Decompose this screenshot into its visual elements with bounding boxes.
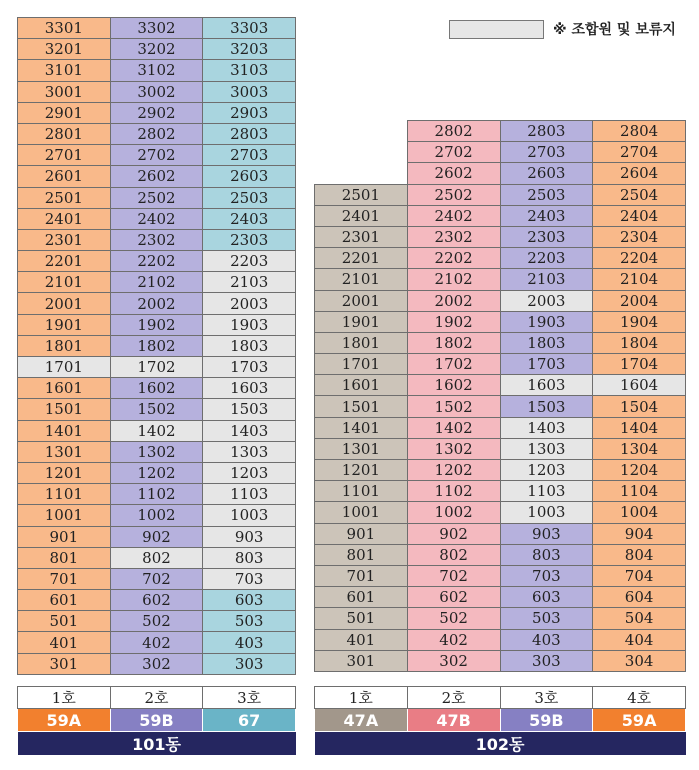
unit-cell: 1402 [407, 417, 500, 438]
unit-cell: 2202 [407, 248, 500, 269]
floor-row [315, 396, 686, 417]
unit-cell: 1303 [203, 441, 296, 462]
unit-cell: 802 [407, 544, 500, 565]
unit-cell: 1904 [593, 311, 686, 332]
unit-cell: 2601 [18, 166, 111, 187]
unit-cell: 1104 [593, 481, 686, 502]
unit-cell: 1902 [407, 311, 500, 332]
unit-cell: 3003 [203, 81, 296, 102]
unit-cell: 1703 [500, 354, 593, 375]
floor-row [18, 145, 296, 166]
unit-cell: 1801 [18, 335, 111, 356]
floor-row [18, 81, 296, 102]
floor-row [18, 590, 296, 611]
floor-row [18, 611, 296, 632]
line-label: 3호 [203, 687, 296, 709]
unit-cell: 1602 [110, 378, 203, 399]
unit-cell: 2103 [500, 269, 593, 290]
unit-cell: 702 [110, 568, 203, 589]
building-name: 102동 [315, 732, 686, 756]
floor-row [18, 123, 296, 144]
building-101-footer [17, 686, 296, 755]
floor-row [18, 462, 296, 483]
unit-cell: 1901 [18, 314, 111, 335]
unit-cell: 2802 [407, 121, 500, 142]
unit-cell: 2002 [110, 293, 203, 314]
unit-cell: 2501 [315, 184, 408, 205]
floor-row [18, 335, 296, 356]
unit-cell: 2203 [203, 251, 296, 272]
unit-cell: 902 [110, 526, 203, 547]
unit-cell: 2603 [500, 163, 593, 184]
building-102-unit-grid [314, 120, 686, 672]
unit-cell: 1701 [315, 354, 408, 375]
unit-cell: 1101 [18, 484, 111, 505]
unit-cell: 1802 [110, 335, 203, 356]
floor-row [18, 208, 296, 229]
unit-cell: 701 [315, 565, 408, 586]
unit-cell: 1803 [203, 335, 296, 356]
unit-cell: 402 [110, 632, 203, 653]
unit-cell: 2503 [203, 187, 296, 208]
unit-cell: 1201 [315, 460, 408, 481]
unit-cell: 701 [18, 568, 111, 589]
unit-cell: 2303 [500, 226, 593, 247]
floor-row [315, 311, 686, 332]
unit-cell: 1704 [593, 354, 686, 375]
floor-row [18, 293, 296, 314]
unit-cell: 1502 [110, 399, 203, 420]
unit-cell: 1502 [407, 396, 500, 417]
unit-cell: 2302 [407, 226, 500, 247]
unit-cell: 1002 [407, 502, 500, 523]
floor-row [315, 375, 686, 396]
floor-row [315, 417, 686, 438]
unit-cell: 2104 [593, 269, 686, 290]
unit-cell: 401 [18, 632, 111, 653]
unit-cell: 2803 [203, 123, 296, 144]
floor-row [315, 523, 686, 544]
unit-cell: 1101 [315, 481, 408, 502]
unit-cell: 1404 [593, 417, 686, 438]
unit-cell: 2303 [203, 229, 296, 250]
unit-cell: 2001 [18, 293, 111, 314]
unit-cell: 1804 [593, 332, 686, 353]
unit-cell: 304 [593, 650, 686, 671]
floor-row [315, 121, 686, 142]
unit-cell: 2402 [407, 205, 500, 226]
unit-cell: 1202 [110, 462, 203, 483]
unit-cell: 1204 [593, 460, 686, 481]
unit-cell: 804 [593, 544, 686, 565]
unit-cell: 2003 [203, 293, 296, 314]
unit-cell: 2703 [203, 145, 296, 166]
unit-cell: 1002 [110, 505, 203, 526]
unit-cell: 1701 [18, 357, 111, 378]
floor-row [18, 568, 296, 589]
floor-row [18, 357, 296, 378]
unit-cell: 1801 [315, 332, 408, 353]
floor-row [18, 378, 296, 399]
unit-cell: 603 [500, 587, 593, 608]
floor-row [315, 226, 686, 247]
unit-cell: 1102 [110, 484, 203, 505]
floor-row [18, 399, 296, 420]
unit-cell: 2101 [18, 272, 111, 293]
unit-cell: 1201 [18, 462, 111, 483]
unit-cell: 3201 [18, 39, 111, 60]
unit-cell: 1601 [315, 375, 408, 396]
unit-cell: 501 [315, 608, 408, 629]
unit-cell: 301 [18, 653, 111, 674]
empty-cell [315, 121, 408, 142]
unit-cell: 801 [315, 544, 408, 565]
unit-cell: 404 [593, 629, 686, 650]
building-102-footer [314, 686, 686, 755]
unit-cell: 2401 [315, 205, 408, 226]
unit-cell: 1501 [18, 399, 111, 420]
unit-cell: 2902 [110, 102, 203, 123]
unit-cell: 2802 [110, 123, 203, 144]
floor-row [315, 608, 686, 629]
empty-cell [315, 163, 408, 184]
floor-row [18, 102, 296, 123]
floor-row [315, 502, 686, 523]
floor-row [315, 248, 686, 269]
unit-cell: 803 [203, 547, 296, 568]
floor-row [18, 166, 296, 187]
unit-cell: 1803 [500, 332, 593, 353]
unit-cell: 704 [593, 565, 686, 586]
unit-cell: 1001 [18, 505, 111, 526]
unit-cell: 1403 [500, 417, 593, 438]
unit-cell: 2602 [110, 166, 203, 187]
unit-cell: 2102 [110, 272, 203, 293]
unit-cell: 904 [593, 523, 686, 544]
floor-row [18, 251, 296, 272]
unit-cell: 1003 [203, 505, 296, 526]
unit-cell: 3203 [203, 39, 296, 60]
unit-cell: 3001 [18, 81, 111, 102]
unit-cell: 1902 [110, 314, 203, 335]
unit-cell: 2404 [593, 205, 686, 226]
floor-row [315, 481, 686, 502]
unit-cell: 2002 [407, 290, 500, 311]
building-101-unit-grid [17, 17, 296, 675]
unit-cell: 3101 [18, 60, 111, 81]
unit-cell: 601 [18, 590, 111, 611]
unit-cell: 1203 [500, 460, 593, 481]
unit-cell: 602 [407, 587, 500, 608]
unit-cell: 1703 [203, 357, 296, 378]
unit-cell: 2603 [203, 166, 296, 187]
unit-cell: 2602 [407, 163, 500, 184]
floor-row [315, 269, 686, 290]
unit-cell: 703 [500, 565, 593, 586]
unit-type-badge: 47B [407, 709, 500, 732]
unit-type-badge: 59A [18, 709, 111, 732]
unit-cell: 2501 [18, 187, 111, 208]
unit-cell: 2702 [407, 142, 500, 163]
floor-row [18, 18, 296, 39]
floor-row [315, 565, 686, 586]
legend-swatch [449, 20, 544, 39]
unit-cell: 1102 [407, 481, 500, 502]
unit-cell: 1004 [593, 502, 686, 523]
unit-cell: 601 [315, 587, 408, 608]
unit-cell: 2401 [18, 208, 111, 229]
unit-cell: 3002 [110, 81, 203, 102]
unit-cell: 1501 [315, 396, 408, 417]
floor-row [315, 290, 686, 311]
unit-cell: 1001 [315, 502, 408, 523]
floor-row [18, 187, 296, 208]
floor-row [315, 332, 686, 353]
floor-row [315, 354, 686, 375]
floor-row [315, 629, 686, 650]
unit-cell: 802 [110, 547, 203, 568]
unit-cell: 2101 [315, 269, 408, 290]
unit-cell: 3301 [18, 18, 111, 39]
unit-cell: 301 [315, 650, 408, 671]
floor-row [315, 163, 686, 184]
floor-row [18, 653, 296, 674]
unit-cell: 1103 [203, 484, 296, 505]
unit-cell: 2801 [18, 123, 111, 144]
unit-cell: 2001 [315, 290, 408, 311]
unit-cell: 2304 [593, 226, 686, 247]
unit-cell: 2901 [18, 102, 111, 123]
unit-cell: 903 [203, 526, 296, 547]
unit-type-badge: 59A [593, 709, 686, 732]
unit-cell: 703 [203, 568, 296, 589]
unit-cell: 603 [203, 590, 296, 611]
unit-type-badge: 47A [315, 709, 408, 732]
unit-cell: 2804 [593, 121, 686, 142]
unit-cell: 1603 [500, 375, 593, 396]
unit-cell: 501 [18, 611, 111, 632]
unit-cell: 803 [500, 544, 593, 565]
unit-cell: 2302 [110, 229, 203, 250]
unit-cell: 1401 [18, 420, 111, 441]
unit-cell: 1702 [110, 357, 203, 378]
unit-cell: 602 [110, 590, 203, 611]
unit-cell: 1203 [203, 462, 296, 483]
unit-cell: 2502 [407, 184, 500, 205]
unit-cell: 1401 [315, 417, 408, 438]
unit-cell: 2503 [500, 184, 593, 205]
floor-row [18, 526, 296, 547]
unit-cell: 2402 [110, 208, 203, 229]
unit-cell: 702 [407, 565, 500, 586]
unit-type-badge: 59B [110, 709, 203, 732]
floor-row [315, 544, 686, 565]
unit-cell: 2201 [18, 251, 111, 272]
floor-row [18, 505, 296, 526]
unit-cell: 2502 [110, 187, 203, 208]
unit-cell: 2103 [203, 272, 296, 293]
line-label: 2호 [407, 687, 500, 709]
floor-row [315, 438, 686, 459]
unit-cell: 1503 [500, 396, 593, 417]
unit-cell: 1003 [500, 502, 593, 523]
unit-cell: 1402 [110, 420, 203, 441]
unit-cell: 503 [203, 611, 296, 632]
floor-row [18, 272, 296, 293]
unit-cell: 403 [500, 629, 593, 650]
floor-row [18, 632, 296, 653]
unit-cell: 1301 [315, 438, 408, 459]
unit-cell: 303 [203, 653, 296, 674]
unit-cell: 1903 [500, 311, 593, 332]
unit-cell: 3202 [110, 39, 203, 60]
unit-cell: 1903 [203, 314, 296, 335]
unit-cell: 503 [500, 608, 593, 629]
unit-cell: 2403 [203, 208, 296, 229]
unit-cell: 1901 [315, 311, 408, 332]
unit-cell: 3303 [203, 18, 296, 39]
floor-row [18, 60, 296, 81]
unit-cell: 1802 [407, 332, 500, 353]
unit-cell: 3103 [203, 60, 296, 81]
unit-cell: 902 [407, 523, 500, 544]
unit-cell: 2504 [593, 184, 686, 205]
unit-cell: 604 [593, 587, 686, 608]
unit-cell: 2102 [407, 269, 500, 290]
unit-type-badge: 67 [203, 709, 296, 732]
floor-row [315, 460, 686, 481]
unit-cell: 1302 [110, 441, 203, 462]
floor-row [18, 484, 296, 505]
floor-row [18, 547, 296, 568]
line-label: 3호 [500, 687, 593, 709]
unit-cell: 901 [18, 526, 111, 547]
legend-label: ※ 조합원 및 보류지 [553, 22, 676, 38]
line-label: 1호 [315, 687, 408, 709]
unit-cell: 403 [203, 632, 296, 653]
unit-cell: 2201 [315, 248, 408, 269]
unit-cell: 2704 [593, 142, 686, 163]
unit-cell: 1304 [593, 438, 686, 459]
unit-cell: 3102 [110, 60, 203, 81]
line-label: 1호 [18, 687, 111, 709]
unit-cell: 1503 [203, 399, 296, 420]
unit-cell: 2604 [593, 163, 686, 184]
unit-cell: 2703 [500, 142, 593, 163]
floor-row [18, 420, 296, 441]
unit-cell: 402 [407, 629, 500, 650]
line-label: 2호 [110, 687, 203, 709]
unit-cell: 1302 [407, 438, 500, 459]
unit-cell: 1303 [500, 438, 593, 459]
unit-cell: 1202 [407, 460, 500, 481]
unit-cell: 2004 [593, 290, 686, 311]
unit-cell: 1604 [593, 375, 686, 396]
unit-cell: 1702 [407, 354, 500, 375]
unit-cell: 401 [315, 629, 408, 650]
floor-row [315, 587, 686, 608]
floor-row [315, 650, 686, 671]
unit-cell: 502 [110, 611, 203, 632]
unit-cell: 2301 [315, 226, 408, 247]
floor-row [18, 229, 296, 250]
floor-row [18, 441, 296, 462]
unit-cell: 2003 [500, 290, 593, 311]
unit-cell: 2702 [110, 145, 203, 166]
unit-cell: 2803 [500, 121, 593, 142]
unit-cell: 302 [407, 650, 500, 671]
unit-cell: 2301 [18, 229, 111, 250]
unit-cell: 302 [110, 653, 203, 674]
line-label: 4호 [593, 687, 686, 709]
unit-cell: 303 [500, 650, 593, 671]
unit-cell: 1403 [203, 420, 296, 441]
unit-cell: 2701 [18, 145, 111, 166]
unit-cell: 1103 [500, 481, 593, 502]
unit-cell: 2903 [203, 102, 296, 123]
unit-cell: 502 [407, 608, 500, 629]
unit-cell: 2203 [500, 248, 593, 269]
floor-row [315, 205, 686, 226]
unit-cell: 901 [315, 523, 408, 544]
unit-cell: 1301 [18, 441, 111, 462]
unit-cell: 903 [500, 523, 593, 544]
unit-cell: 1602 [407, 375, 500, 396]
building-name: 101동 [18, 732, 296, 756]
unit-cell: 1601 [18, 378, 111, 399]
unit-cell: 3302 [110, 18, 203, 39]
unit-cell: 801 [18, 547, 111, 568]
floor-row [18, 39, 296, 60]
floor-row [315, 184, 686, 205]
unit-cell: 2403 [500, 205, 593, 226]
floor-row [18, 314, 296, 335]
floor-row [315, 142, 686, 163]
unit-cell: 2202 [110, 251, 203, 272]
empty-cell [315, 142, 408, 163]
unit-cell: 2204 [593, 248, 686, 269]
unit-cell: 1504 [593, 396, 686, 417]
unit-cell: 1603 [203, 378, 296, 399]
unit-type-badge: 59B [500, 709, 593, 732]
unit-cell: 504 [593, 608, 686, 629]
